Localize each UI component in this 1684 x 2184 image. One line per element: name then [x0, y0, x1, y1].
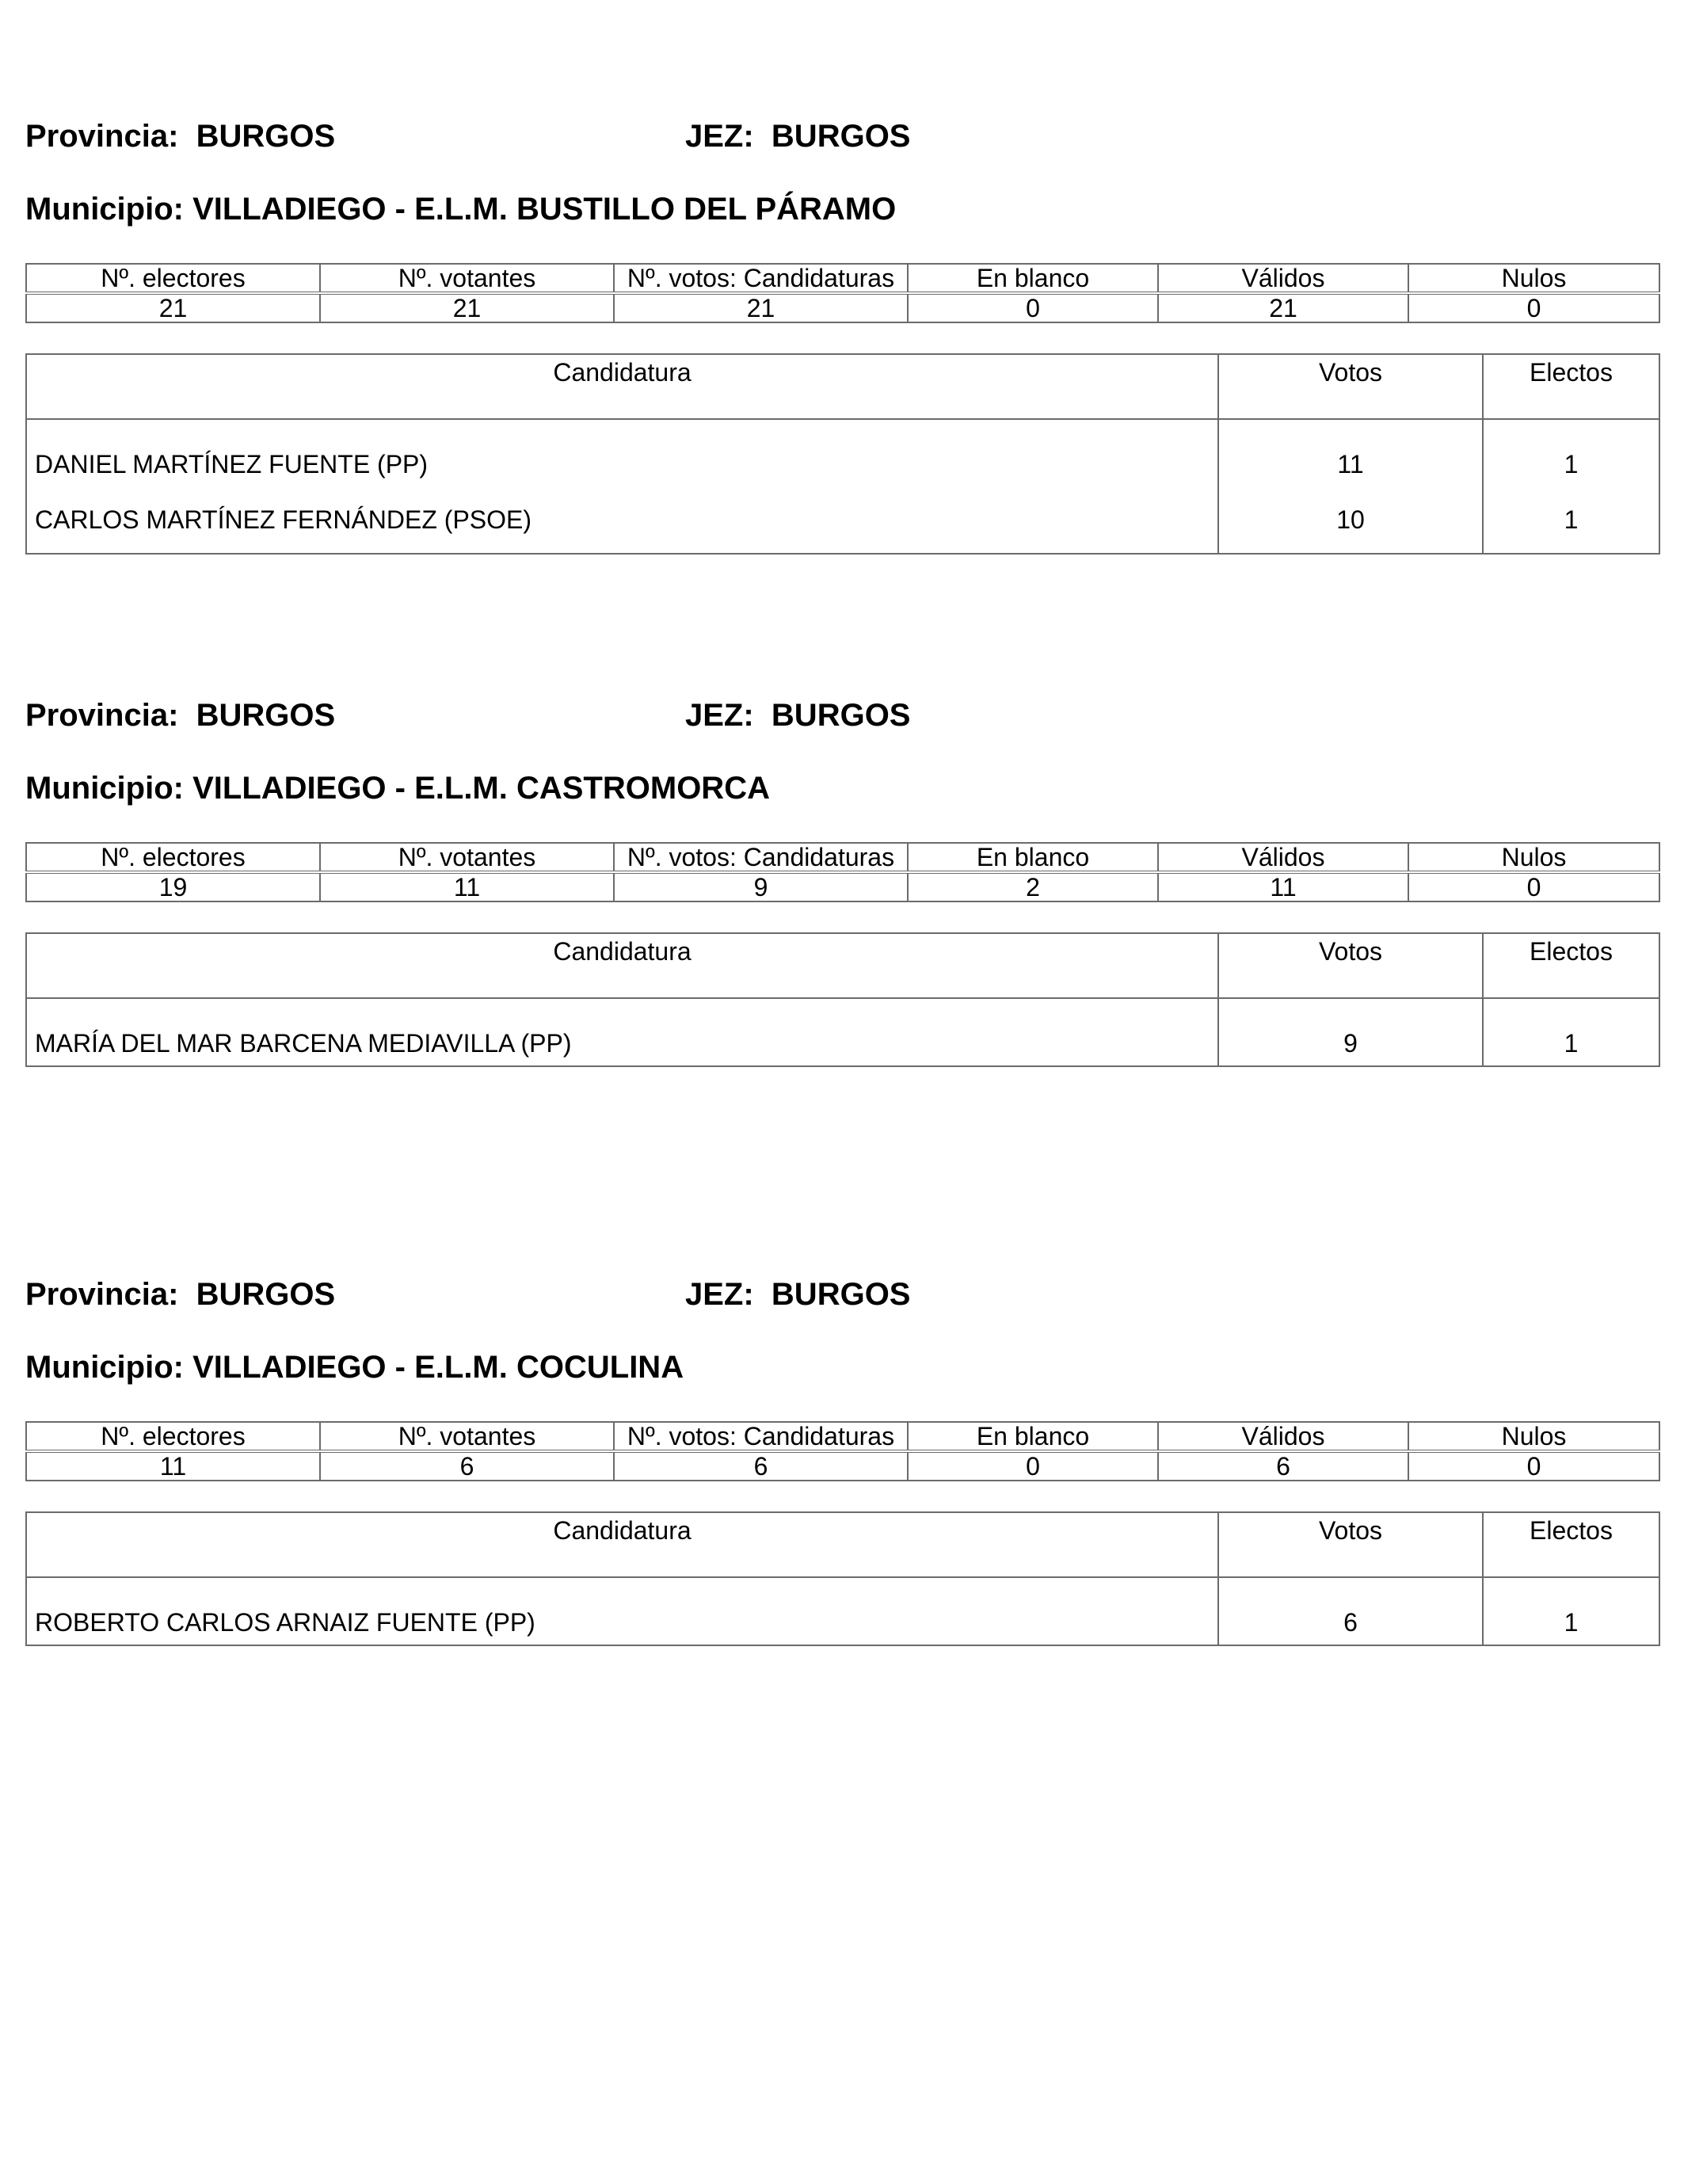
candidate-row	[26, 998, 1659, 1066]
summary-header-cell: Nulos	[1408, 264, 1659, 293]
municipio-line	[25, 193, 896, 225]
votos-header: Votos	[1218, 1512, 1483, 1577]
summary-values-row	[26, 872, 1659, 901]
summary-header-cell: Nº. votos: Candidaturas	[614, 843, 908, 872]
candidate-row	[26, 419, 1659, 486]
summary-header-cell: Nº. electores	[26, 843, 320, 872]
candidate-electos: 1	[1483, 486, 1659, 554]
jez-label: JEZ:	[685, 1277, 754, 1312]
candidatura-header: Candidatura	[26, 354, 1218, 419]
summary-value-cell: 0	[908, 293, 1158, 322]
municipio-line	[25, 1351, 684, 1383]
candidatura-header: Candidatura	[26, 933, 1218, 998]
summary-value-cell: 19	[26, 872, 320, 901]
municipio-label: Municipio:	[25, 771, 184, 806]
candidate-name: CARLOS MARTÍNEZ FERNÁNDEZ (PSOE)	[26, 486, 1218, 554]
provincia-line	[25, 120, 335, 152]
summary-table	[25, 263, 1660, 323]
jez-value: BURGOS	[771, 119, 911, 154]
summary-values-row	[26, 293, 1659, 322]
candidate-votos: 6	[1218, 1577, 1483, 1645]
municipio-label: Municipio:	[25, 1350, 184, 1385]
summary-value-cell: 21	[1158, 293, 1408, 322]
votos-header: Votos	[1218, 933, 1483, 998]
provincia-value: BURGOS	[196, 698, 336, 733]
candidates-table	[25, 1511, 1660, 1646]
summary-header-cell: Nº. votantes	[320, 1422, 614, 1451]
electos-header: Electos	[1483, 933, 1659, 998]
municipio-line	[25, 772, 770, 804]
summary-value-cell: 0	[1408, 872, 1659, 901]
summary-header-cell: Válidos	[1158, 843, 1408, 872]
summary-value-cell: 2	[908, 872, 1158, 901]
result-section	[25, 1279, 1659, 1722]
result-section	[25, 699, 1659, 1143]
candidate-electos: 1	[1483, 1577, 1659, 1645]
provincia-value: BURGOS	[196, 119, 336, 154]
candidatura-header: Candidatura	[26, 1512, 1218, 1577]
summary-header-cell: Nº. votos: Candidaturas	[614, 1422, 908, 1451]
summary-value-cell: 11	[320, 872, 614, 901]
candidate-row	[26, 486, 1659, 554]
summary-header-cell: Nº. votos: Candidaturas	[614, 264, 908, 293]
provincia-label: Provincia:	[25, 1277, 179, 1312]
candidate-votos: 11	[1218, 419, 1483, 486]
candidate-electos: 1	[1483, 998, 1659, 1066]
summary-table	[25, 842, 1660, 902]
summary-header-cell: Nulos	[1408, 1422, 1659, 1451]
summary-value-cell: 11	[26, 1451, 320, 1481]
summary-header-cell: Nº. votantes	[320, 843, 614, 872]
candidates-header-row	[26, 354, 1659, 419]
provincia-label: Provincia:	[25, 119, 179, 154]
summary-value-cell: 21	[320, 293, 614, 322]
summary-value-cell: 6	[1158, 1451, 1408, 1481]
summary-value-cell: 9	[614, 872, 908, 901]
summary-table	[25, 1421, 1660, 1481]
jez-line	[685, 1279, 911, 1310]
candidates-table	[25, 932, 1660, 1067]
summary-header-cell: En blanco	[908, 1422, 1158, 1451]
summary-value-cell: 0	[908, 1451, 1158, 1481]
municipio-value: VILLADIEGO - E.L.M. COCULINA	[192, 1350, 684, 1385]
summary-header-cell: Válidos	[1158, 264, 1408, 293]
jez-line	[685, 699, 911, 731]
summary-header-cell: Nulos	[1408, 843, 1659, 872]
provincia-line	[25, 699, 335, 731]
municipio-value: VILLADIEGO - E.L.M. CASTROMORCA	[192, 771, 770, 806]
summary-header-cell: En blanco	[908, 843, 1158, 872]
summary-header-row	[26, 264, 1659, 293]
summary-value-cell: 6	[320, 1451, 614, 1481]
municipio-value: VILLADIEGO - E.L.M. BUSTILLO DEL PÁRAMO	[192, 192, 897, 227]
summary-header-cell: Válidos	[1158, 1422, 1408, 1451]
candidates-header-row	[26, 933, 1659, 998]
result-section	[25, 120, 1659, 564]
summary-header-cell: Nº. votantes	[320, 264, 614, 293]
candidates-table	[25, 353, 1660, 555]
candidate-name: DANIEL MARTÍNEZ FUENTE (PP)	[26, 419, 1218, 486]
candidate-name: MARÍA DEL MAR BARCENA MEDIAVILLA (PP)	[26, 998, 1218, 1066]
summary-header-cell: En blanco	[908, 264, 1158, 293]
candidate-votos: 10	[1218, 486, 1483, 554]
summary-header-cell: Nº. electores	[26, 1422, 320, 1451]
provincia-label: Provincia:	[25, 698, 179, 733]
candidate-votos: 9	[1218, 998, 1483, 1066]
summary-value-cell: 6	[614, 1451, 908, 1481]
summary-header-cell: Nº. electores	[26, 264, 320, 293]
jez-label: JEZ:	[685, 698, 754, 733]
jez-value: BURGOS	[771, 1277, 911, 1312]
provincia-line	[25, 1279, 335, 1310]
municipio-label: Municipio:	[25, 192, 184, 227]
votos-header: Votos	[1218, 354, 1483, 419]
summary-values-row	[26, 1451, 1659, 1481]
provincia-value: BURGOS	[196, 1277, 336, 1312]
electos-header: Electos	[1483, 354, 1659, 419]
summary-header-row	[26, 1422, 1659, 1451]
jez-value: BURGOS	[771, 698, 911, 733]
summary-value-cell: 21	[614, 293, 908, 322]
summary-value-cell: 11	[1158, 872, 1408, 901]
summary-value-cell: 0	[1408, 1451, 1659, 1481]
summary-value-cell: 21	[26, 293, 320, 322]
summary-header-row	[26, 843, 1659, 872]
candidates-header-row	[26, 1512, 1659, 1577]
summary-value-cell: 0	[1408, 293, 1659, 322]
jez-line	[685, 120, 911, 152]
jez-label: JEZ:	[685, 119, 754, 154]
candidate-name: ROBERTO CARLOS ARNAIZ FUENTE (PP)	[26, 1577, 1218, 1645]
electos-header: Electos	[1483, 1512, 1659, 1577]
candidate-row	[26, 1577, 1659, 1645]
candidate-electos: 1	[1483, 419, 1659, 486]
